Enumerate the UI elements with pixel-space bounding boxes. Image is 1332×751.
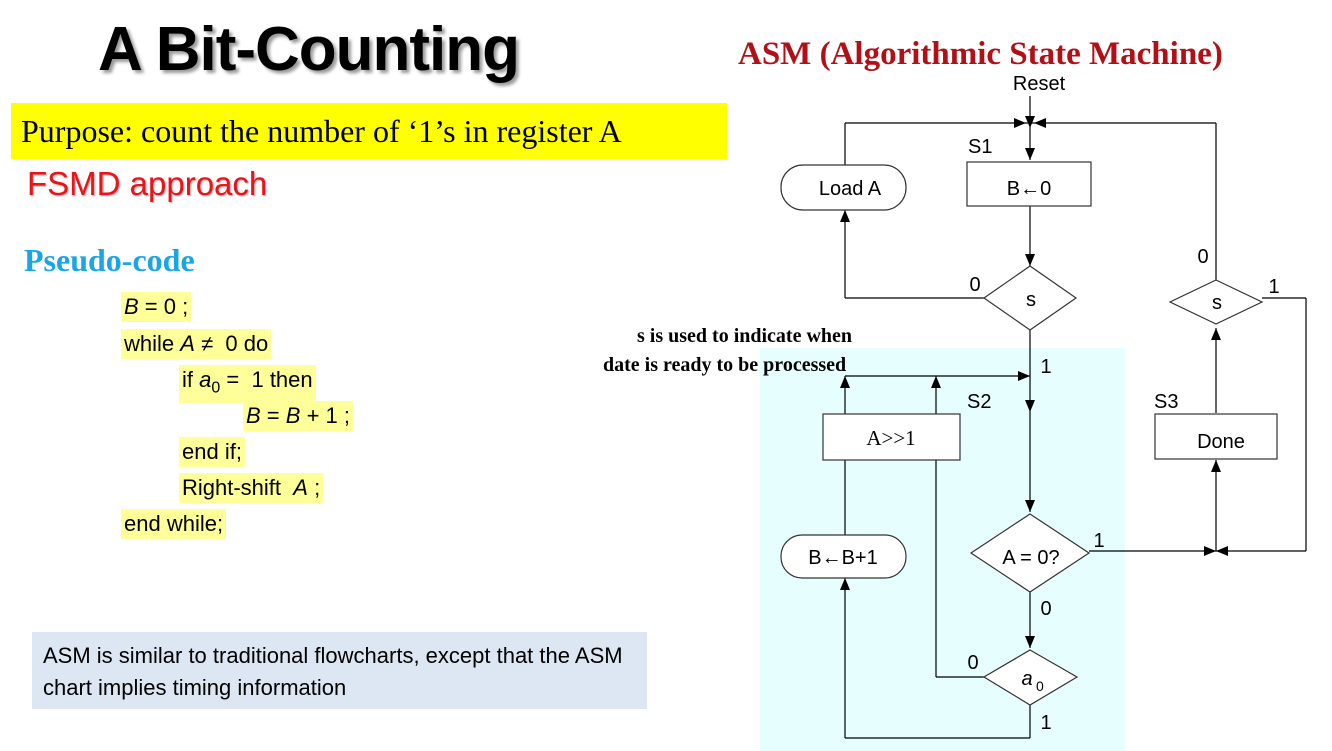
s-decision-label: s: [1026, 289, 1036, 311]
s-note-line-2: date is ready to be processed: [603, 354, 847, 376]
state-s1-label: S1: [968, 136, 993, 158]
purpose-banner: Purpose: count the number of ‘1’s in register A: [11, 103, 727, 159]
slide-title: A Bit-Counting: [98, 15, 519, 84]
state-s3-label: S3: [1154, 391, 1179, 413]
code-text: = 0 ;: [138, 294, 189, 319]
s-note-line-1: s is used to indicate when: [637, 325, 853, 347]
code-var: A: [293, 475, 308, 500]
edge-label: 1: [1093, 530, 1105, 552]
b-increment-label: B←B+1: [808, 547, 878, 569]
code-line-7: end while;: [121, 509, 226, 539]
code-var: B: [285, 403, 301, 428]
note-box: ASM is similar to traditional flowcharts, except that the ASM chart implies timing information: [32, 632, 647, 709]
code-line-5: end if;: [179, 437, 245, 467]
code-text: ;: [307, 475, 321, 500]
edge-label: 0: [969, 274, 981, 296]
code-keyword: if: [182, 367, 193, 392]
state-s2-label: S2: [967, 391, 992, 413]
s-decision-right-label: s: [1212, 292, 1222, 314]
load-a-label: Load A: [818, 178, 882, 200]
done-label: Done: [1197, 431, 1245, 453]
edge-label: 1: [1040, 356, 1052, 378]
edge-label: 0: [1040, 598, 1052, 620]
code-keyword: while: [124, 331, 175, 356]
b-zero-label: B←0: [1006, 178, 1052, 200]
a-zero-label: A = 0?: [1002, 547, 1060, 569]
code-text: = 1 then: [220, 367, 313, 392]
a0-subscript: 0: [1036, 678, 1044, 694]
edge-label: 0: [1197, 246, 1209, 268]
code-text: + 1 ;: [300, 403, 350, 428]
code-text: =: [260, 403, 286, 428]
approach-heading: FSMD approach: [27, 165, 268, 202]
pseudo-code-heading: Pseudo-code: [24, 242, 195, 278]
edge-label: 0: [967, 652, 979, 674]
code-subscript: 0: [211, 379, 221, 397]
code-var: B: [124, 294, 139, 319]
asm-title: ASM (Algorithmic State Machine): [738, 36, 1223, 72]
a0-label: a: [1021, 668, 1033, 690]
code-var: a: [199, 367, 212, 392]
code-text: ≠ 0 do: [194, 331, 269, 356]
edge-label: 1: [1268, 276, 1280, 298]
code-var: A: [180, 331, 195, 356]
reset-label: Reset: [1012, 73, 1066, 95]
code-var: B: [246, 403, 261, 428]
edge-label: 1: [1040, 712, 1052, 734]
shift-a-label: A>>1: [866, 426, 916, 450]
code-text: Right-shift: [182, 475, 282, 500]
